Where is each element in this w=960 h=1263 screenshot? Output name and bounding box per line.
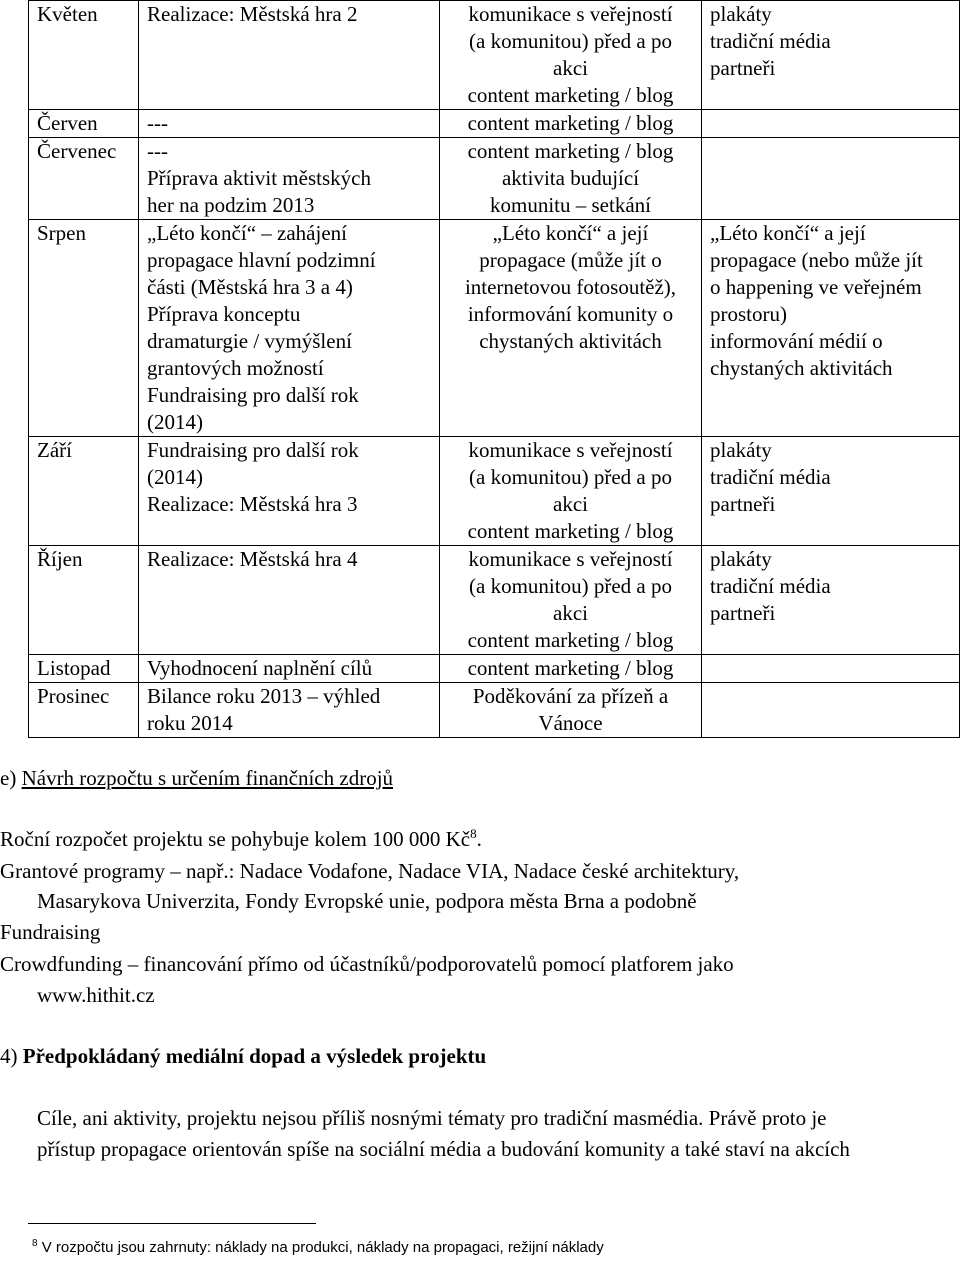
communication-cell: [440, 683, 702, 738]
table-row: [29, 110, 960, 138]
table-row: [29, 683, 960, 738]
communication-cell: [440, 110, 702, 138]
activity-line: Příprava konceptu: [147, 302, 301, 326]
timeline-table-body: [29, 1, 960, 738]
activity-line: Bilance roku 2013 – výhled: [147, 684, 381, 708]
media-paragraph-line-1: Cíle, ani aktivity, projektu nejsou příliš nosnými tématy pro tradiční masmédia. Právě proto je: [37, 1106, 827, 1130]
section-e-prefix: e): [0, 766, 22, 790]
timeline-table: [28, 0, 960, 738]
media-cell: [702, 546, 960, 655]
activity-line: Fundraising pro další rok: [147, 383, 359, 407]
table-row: [29, 655, 960, 683]
communication-line: (a komunitou) před a po: [469, 574, 672, 598]
grants-line-2: Masarykova Univerzita, Fondy Evropské unie, podpora města Brna a podobně: [37, 889, 697, 913]
footnote-text: V rozpočtu jsou zahrnuty: náklady na produkci, náklady na propagaci, režijní náklady: [41, 1239, 604, 1256]
month-cell: Listopad: [29, 655, 139, 683]
communication-line: content marketing / blog: [467, 628, 674, 652]
activity-line: roku 2014: [147, 711, 233, 735]
section-4-prefix: 4): [0, 1044, 23, 1068]
media-line: prostoru): [710, 302, 787, 326]
activity-line: (2014): [147, 410, 203, 434]
footnote-separator: [28, 1223, 316, 1224]
media-cell: [702, 220, 960, 437]
budget-text: Roční rozpočet projektu se pohybuje kolem 100 000 Kč: [0, 827, 471, 851]
communication-line: Poděkování za přízeň a: [472, 684, 669, 708]
communication-line: komunikace s veřejností: [468, 438, 673, 462]
media-line: „Léto končí“ a její: [710, 221, 866, 245]
month-cell: Říjen: [29, 546, 139, 655]
communication-cell: [440, 220, 702, 437]
communication-line: akci: [553, 56, 588, 80]
communication-line: content marketing / blog: [467, 83, 674, 107]
activity-cell: [139, 1, 440, 110]
communication-line: internetovou fotosoutěž),: [464, 275, 677, 299]
activity-cell: [139, 437, 440, 546]
communication-cell: [440, 655, 702, 683]
month-cell: Květen: [29, 1, 139, 110]
month-cell: Září: [29, 437, 139, 546]
media-line: tradiční média: [710, 574, 831, 598]
activity-line: „Léto končí“ – zahájení: [147, 221, 347, 245]
media-cell: [702, 437, 960, 546]
grants-line-1: Grantové programy – např.: Nadace Vodafone, Nadace VIA, Nadace české architektury,: [0, 859, 740, 883]
budget-line: [0, 826, 482, 853]
activity-line: Příprava aktivit městských: [147, 166, 371, 190]
media-line: partneři: [710, 492, 776, 516]
table-row: [29, 546, 960, 655]
activity-line: Realizace: Městská hra 3: [147, 492, 358, 516]
activity-cell: [139, 683, 440, 738]
fundraising-line: Fundraising: [0, 920, 101, 944]
footnote: [32, 1238, 604, 1258]
activity-line: ---: [147, 111, 168, 135]
media-cell: [702, 110, 960, 138]
crowdfunding-line-1: Crowdfunding – financování přímo od účastníků/podporovatelů pomocí platforem jako: [0, 952, 734, 976]
activity-cell: [139, 138, 440, 220]
crowdfunding-line-2: www.hithit.cz: [37, 983, 155, 1007]
communication-line: komunikace s veřejností: [468, 547, 673, 571]
communication-line: content marketing / blog: [467, 139, 674, 163]
footnote-ref: 8: [470, 826, 477, 841]
media-line: partneři: [710, 56, 776, 80]
communication-cell: [440, 138, 702, 220]
media-line: tradiční média: [710, 29, 831, 53]
media-line: plakáty: [710, 2, 772, 26]
communication-line: (a komunitou) před a po: [469, 29, 672, 53]
communication-line: Vánoce: [538, 711, 603, 735]
month-cell: Červenec: [29, 138, 139, 220]
media-line: chystaných aktivitách: [710, 356, 893, 380]
communication-line: (a komunitou) před a po: [469, 465, 672, 489]
footnote-number: 8: [32, 1238, 38, 1249]
section-e-title: Návrh rozpočtu s určením finančních zdrojů: [21, 766, 394, 790]
activity-line: Fundraising pro další rok: [147, 438, 359, 462]
communication-line: content marketing / blog: [467, 656, 674, 680]
activity-cell: [139, 655, 440, 683]
communication-line: chystaných aktivitách: [479, 329, 662, 353]
activity-line: Vyhodnocení naplnění cílů: [147, 656, 373, 680]
communication-cell: [440, 1, 702, 110]
communication-line: „Léto končí“ a její: [492, 221, 649, 245]
media-line: plakáty: [710, 438, 772, 462]
activity-cell: [139, 220, 440, 437]
media-line: tradiční média: [710, 465, 831, 489]
media-line: o happening ve veřejném: [710, 275, 922, 299]
activity-line: her na podzim 2013: [147, 193, 315, 217]
section-e-heading: [0, 765, 393, 792]
media-cell: [702, 1, 960, 110]
media-paragraph-line-2: přístup propagace orientován spíše na sociální média a budování komunity a také staví na akcích: [37, 1137, 850, 1161]
activity-line: (2014): [147, 465, 203, 489]
activity-cell: [139, 546, 440, 655]
activity-cell: [139, 110, 440, 138]
media-line: plakáty: [710, 547, 772, 571]
communication-line: content marketing / blog: [467, 519, 674, 543]
month-cell: Červen: [29, 110, 139, 138]
communication-cell: [440, 546, 702, 655]
communication-cell: [440, 437, 702, 546]
media-line: informování médií o: [710, 329, 883, 353]
communication-line: aktivita budující: [501, 166, 640, 190]
communication-line: komunitu – setkání: [490, 193, 651, 217]
media-line: partneři: [710, 601, 776, 625]
activity-line: Realizace: Městská hra 2: [147, 2, 358, 26]
media-cell: [702, 138, 960, 220]
table-row: [29, 437, 960, 546]
table-row: [29, 138, 960, 220]
communication-line: informování komunity o: [467, 302, 674, 326]
month-cell: Srpen: [29, 220, 139, 437]
activity-line: Realizace: Městská hra 4: [147, 547, 358, 571]
activity-line: ---: [147, 139, 168, 163]
table-row: [29, 1, 960, 110]
media-line: propagace (nebo může jít: [710, 248, 923, 272]
activity-line: části (Městská hra 3 a 4): [147, 275, 353, 299]
communication-line: akci: [553, 601, 588, 625]
communication-line: propagace (může jít o: [479, 248, 662, 272]
budget-end: .: [476, 827, 482, 851]
activity-line: propagace hlavní podzimní: [147, 248, 376, 272]
month-cell: Prosinec: [29, 683, 139, 738]
communication-line: akci: [553, 492, 588, 516]
communication-line: content marketing / blog: [467, 111, 674, 135]
section-4-heading: [0, 1043, 486, 1070]
section-4-title: Předpokládaný mediální dopad a výsledek projektu: [22, 1044, 487, 1068]
communication-line: komunikace s veřejností: [468, 2, 673, 26]
activity-line: grantových možností: [147, 356, 324, 380]
media-cell: [702, 683, 960, 738]
activity-line: dramaturgie / vymýšlení: [147, 329, 352, 353]
media-cell: [702, 655, 960, 683]
table-row: [29, 220, 960, 437]
